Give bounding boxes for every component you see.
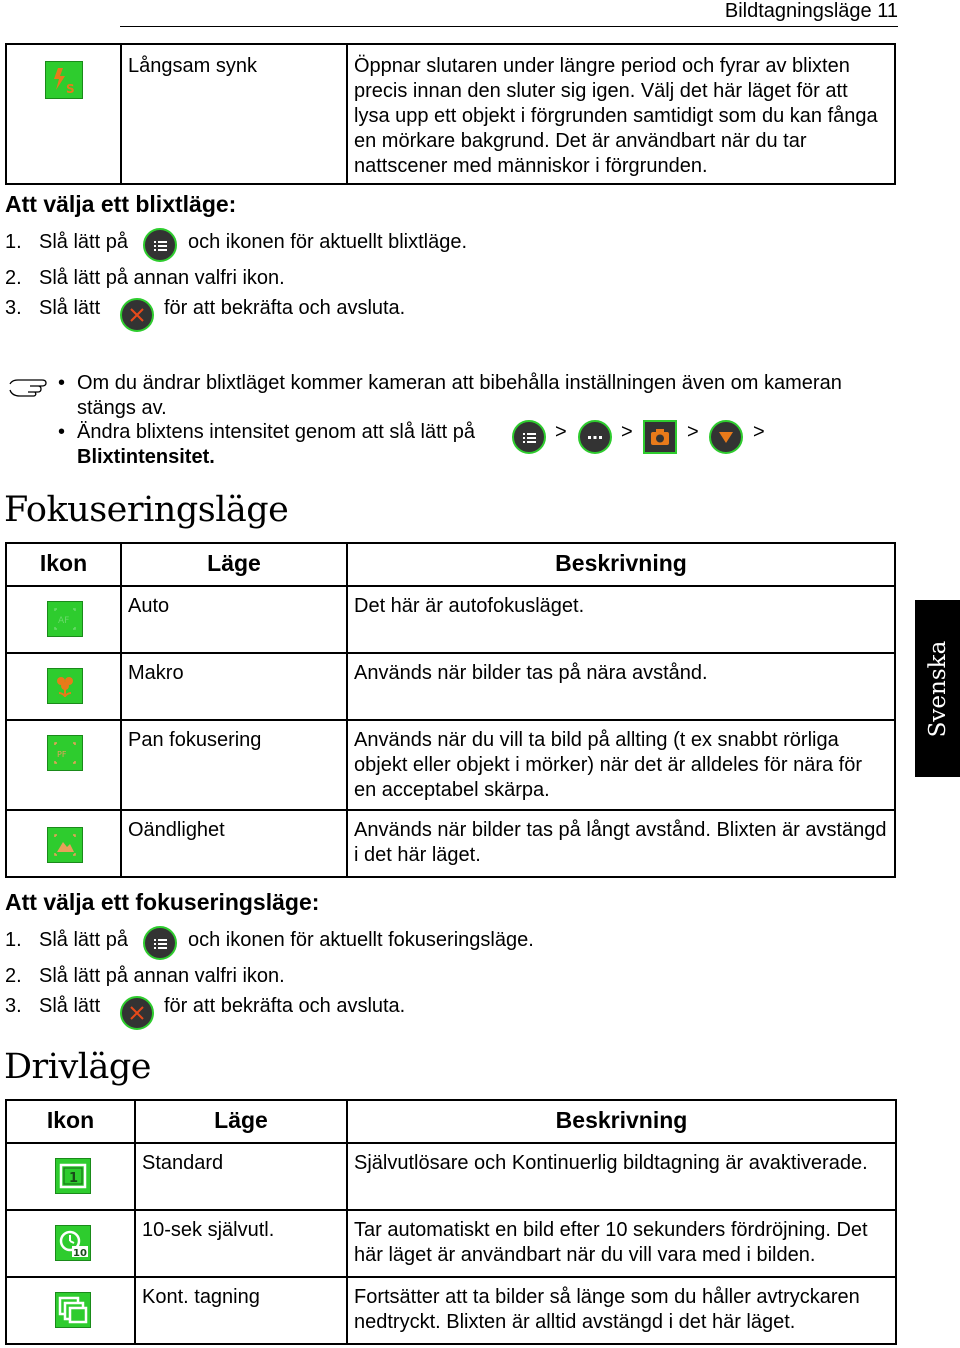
step-number: 3. (5, 297, 22, 319)
more-button[interactable] (578, 420, 612, 454)
column-header: Ikon (46, 1107, 95, 1133)
mode-description: Fortsätter att ta bilder så länge som du håller avtryckaren nedtryckt. Blixten är alltid avstängd i det här läget. (354, 1286, 860, 1333)
separator: > (621, 421, 633, 443)
header-rule (120, 26, 898, 27)
mode-label: Långsam synk (128, 55, 257, 77)
page-header (0, 0, 960, 28)
icon-cell (6, 720, 121, 810)
icon-cell (6, 1210, 135, 1277)
pan-focus-icon (47, 735, 83, 771)
table-row (6, 44, 895, 184)
mode-label: Oändlighet (128, 819, 225, 841)
column-header: Beskrivning (555, 550, 687, 576)
mode-description: Det här är autofokusläget. (354, 595, 585, 617)
mode-description: Används när bilder tas på nära avstånd. (354, 662, 708, 684)
language-label: Svenska (924, 640, 951, 737)
menu-list-icon (145, 928, 175, 958)
icon-cell (6, 653, 121, 720)
note-hand-icon (8, 374, 48, 403)
step-text: för att bekräfta och avsluta. (164, 297, 406, 319)
step-number: 2. (5, 965, 22, 987)
mode-description: Används när bilder tas på långt avstånd. Blixten är avstängd i det här läget. (354, 819, 887, 866)
column-header: Läge (207, 550, 261, 576)
icon-cell (6, 586, 121, 653)
svg-text:AF: AF (58, 616, 70, 626)
continuous-shot-icon (55, 1292, 91, 1328)
step-number: 1. (5, 231, 22, 253)
self-timer-10s-icon (55, 1225, 91, 1261)
table-header-row (6, 543, 895, 586)
close-icon (122, 300, 152, 330)
close-button[interactable] (120, 298, 154, 332)
mode-label: 10-sek självutl. (142, 1219, 275, 1241)
icon-cell (6, 44, 121, 184)
mode-label: Auto (128, 595, 170, 617)
column-header: Läge (214, 1107, 268, 1133)
separator: > (753, 421, 765, 443)
note-text: Om du ändrar blixtläget kommer kameran att bibehålla inställningen även om kameran stängs av. (77, 372, 842, 419)
mode-label: Pan fokusering (128, 729, 262, 751)
svg-text:PF: PF (57, 750, 67, 759)
column-header: Ikon (39, 550, 88, 576)
table-row (6, 1143, 896, 1210)
table-row (6, 586, 895, 653)
flash-select-heading: Att välja ett blixtläge: (5, 191, 237, 217)
menu-button[interactable] (143, 228, 177, 262)
language-side-tab (915, 600, 960, 777)
step-text: Slå lätt på annan valfri ikon. (39, 965, 285, 987)
note-text: Ändra blixtens intensitet genom att slå lätt på (77, 421, 476, 443)
step-text: och ikonen för aktuellt fokuseringsläge. (188, 929, 534, 951)
note-text: Blixtintensitet. (77, 446, 215, 468)
svg-text:10: 10 (73, 1248, 87, 1259)
table-row (6, 1210, 896, 1277)
mode-label: Makro (128, 662, 184, 684)
table-row (6, 720, 895, 810)
section-title-focus: Fokuseringsläge (4, 490, 289, 530)
step-number: 2. (5, 267, 22, 289)
camera-icon (645, 422, 675, 452)
step-number: 1. (5, 929, 22, 951)
mode-label: Standard (142, 1152, 224, 1174)
step-text: Slå lätt på (39, 929, 128, 951)
svg-text:S: S (66, 82, 75, 96)
icon-cell (6, 1143, 135, 1210)
icon-cell (6, 810, 121, 877)
mode-description: Självutlösare och Kontinuerlig bildtagning är avaktiverade. (354, 1152, 868, 1174)
down-arrow-icon (711, 422, 741, 452)
table-header-row (6, 1100, 896, 1143)
mode-label: Kont. tagning (142, 1286, 260, 1308)
drive-mode-table (5, 1099, 897, 1345)
icon-cell (6, 1277, 135, 1344)
mode-description: Används när du vill ta bild på allting (t ex snabbt rörliga objekt eller objekt i mörker) när det är alldeles för nära för en acceptabel skärpa. (354, 729, 863, 801)
page-header-title: Bildtagningsläge 11 (724, 0, 898, 22)
step-text: för att bekräfta och avsluta. (164, 995, 406, 1017)
flash-mode-table (5, 43, 896, 185)
step-text: Slå lätt på (39, 231, 128, 253)
bullet: • (58, 421, 66, 443)
more-dots-icon (580, 422, 610, 452)
step-text: Slå lätt (39, 297, 101, 319)
focus-mode-table (5, 542, 896, 878)
auto-focus-icon (47, 601, 83, 637)
section-title-drive: Drivläge (4, 1047, 151, 1087)
step-text: Slå lätt (39, 995, 101, 1017)
menu-button[interactable] (143, 926, 177, 960)
table-row (6, 653, 895, 720)
mode-description: Tar automatiskt en bild efter 10 sekunders fördröjning. Det här läget är användbart när du vill vara med i bilden. (354, 1219, 868, 1266)
step-number: 3. (5, 995, 22, 1017)
table-row (6, 810, 895, 877)
menu-list-icon (145, 230, 175, 260)
infinity-mountain-icon (47, 827, 83, 863)
mode-description: Öppnar slutaren under längre period och fyrar av blixten precis innan den sluter sig igen. Välj det här läget för att lysa upp ett objekt i förgrunden samtidigt som du kan fånga en mörkare bakgrund. Det är användbart när du tar nattscener med människor i förgrunden. (354, 55, 878, 177)
svg-text:1: 1 (69, 1171, 79, 1186)
single-shot-icon (55, 1158, 91, 1194)
step-text: Slå lätt på annan valfri ikon. (39, 267, 285, 289)
step-text: och ikonen för aktuellt blixtläge. (188, 231, 468, 253)
macro-flower-icon (47, 668, 83, 704)
menu-button[interactable] (512, 420, 546, 454)
bullet: • (58, 372, 66, 394)
separator: > (687, 421, 699, 443)
menu-list-icon (514, 422, 544, 452)
dropdown-button[interactable] (709, 420, 743, 454)
close-button[interactable] (120, 996, 154, 1030)
column-header: Beskrivning (555, 1107, 688, 1133)
slow-sync-flash-icon (45, 61, 83, 99)
table-row (6, 1277, 896, 1344)
camera-settings-button[interactable] (643, 420, 677, 454)
focus-select-heading: Att välja ett fokuseringsläge: (5, 889, 320, 915)
separator: > (555, 421, 567, 443)
close-icon (122, 998, 152, 1028)
